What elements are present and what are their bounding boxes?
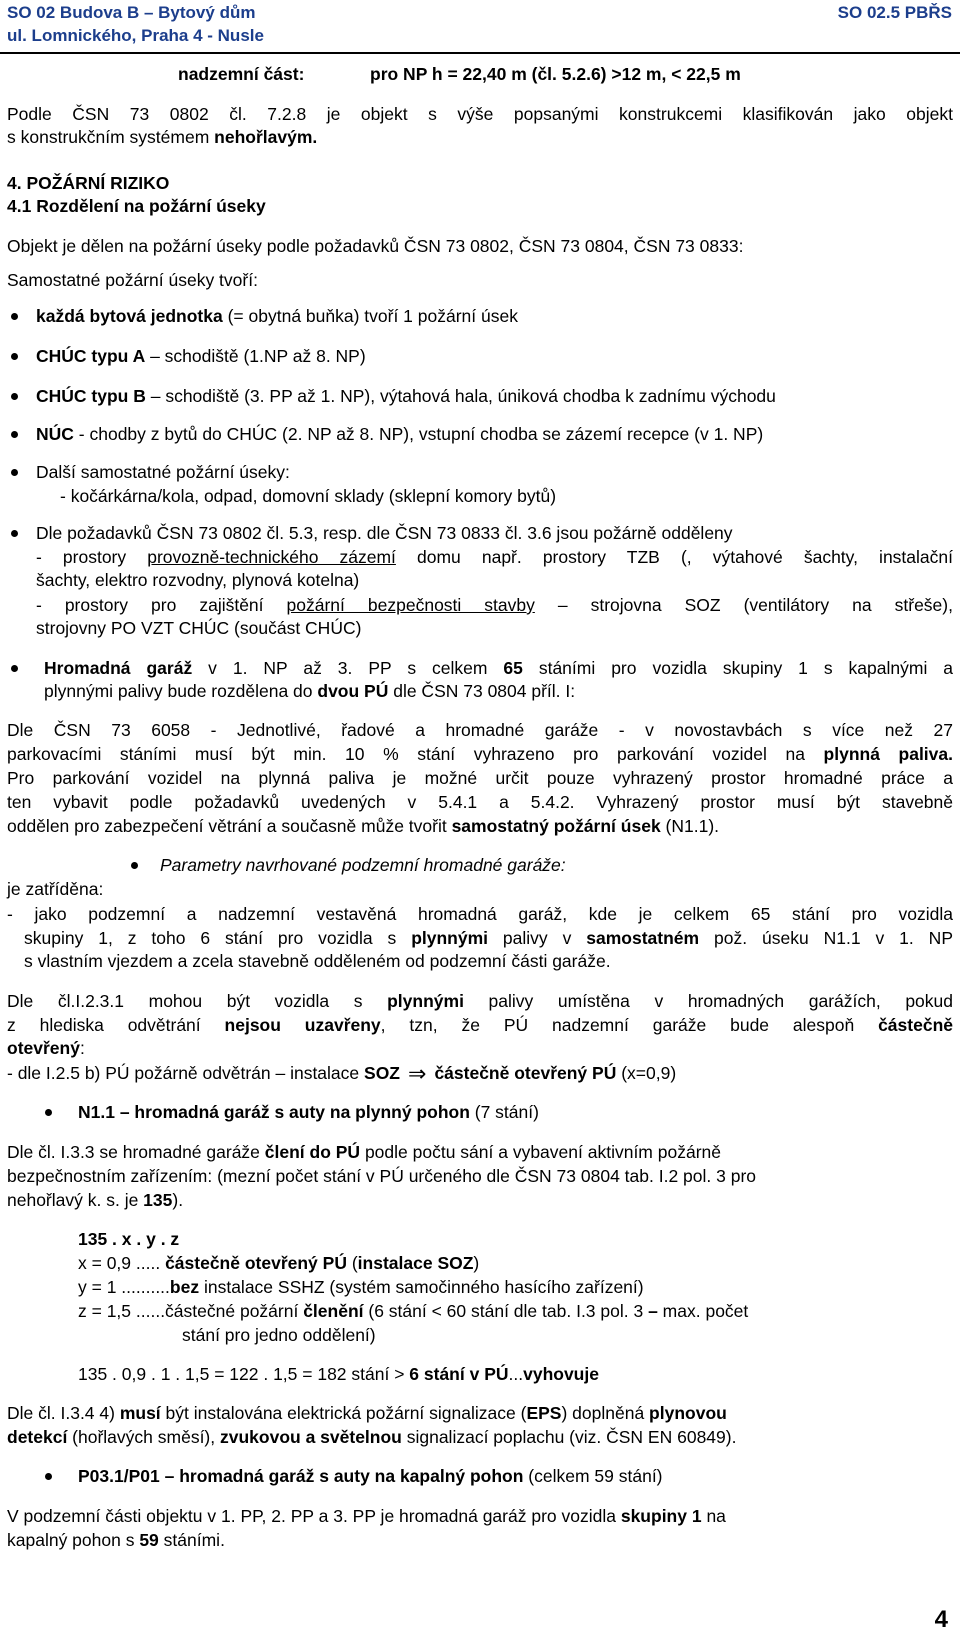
text-line: Dle čl. I.3.4 4) musí být instalována elektrická požární signalizace (EPS) doplněná plynovou	[7, 1403, 727, 1423]
text-line: parkovacími stáními musí být min. 10 % stání vyhrazeno pro parkování vozidel na plynná paliva.	[7, 744, 953, 764]
text-line: Podle ČSN 73 0802 čl. 7.2.8 je objekt s výše popsanými konstrukcemi klasifikován jako objekt	[7, 104, 953, 124]
header-code: SO 02.5 PBŘS	[837, 3, 952, 22]
bullet-icon	[11, 313, 18, 320]
bullet-icon	[131, 862, 138, 869]
page-number: 4	[934, 1606, 948, 1633]
subsection-heading: 4.1 Rozdělení na požární úseky	[7, 196, 266, 216]
list-item: každá bytová jednotka (= obytná buňka) tvoří 1 požární úsek	[36, 306, 518, 326]
text-line: Samostatné požární úseky tvoří:	[7, 270, 258, 290]
list-item: Další samostatné požární úseky:	[36, 462, 290, 482]
text-line: nehořlavý k. s. je 135).	[7, 1190, 184, 1210]
list-item-sub: šachty, elektro rozvodny, plynová kotelna)	[36, 570, 360, 590]
list-item-sub: - kočárkárna/kola, odpad, domovní sklady (sklepní komory bytů)	[60, 486, 557, 506]
bullet-icon	[11, 393, 18, 400]
text-line: pro NP h = 22,40 m (čl. 5.2.6) >12 m, < 22,5 m	[370, 64, 741, 84]
bullet-icon	[11, 469, 18, 476]
bullet-icon	[11, 665, 18, 672]
bullet-icon	[11, 431, 18, 438]
text-line: Objekt je dělen na požární úseky podle požadavků ČSN 73 0802, ČSN 73 0804, ČSN 73 0833:	[7, 236, 744, 256]
list-item-sub: plynnými palivy bude rozdělena do dvou PÚ dle ČSN 73 0804 příl. I:	[44, 681, 576, 701]
text-line: Pro parkování vozidel na plynná paliva je možné určit pouze vyhrazený prostor hromadné práce a	[7, 768, 953, 788]
text-line: V podzemní části objektu v 1. PP, 2. PP a 3. PP je hromadná garáž pro vozidla skupiny 1 na	[7, 1506, 726, 1526]
list-item-sub: strojovny PO VZT CHÚC (součást CHÚC)	[36, 618, 362, 638]
list-item: P03.1/P01 – hromadná garáž s auty na kapalný pohon (celkem 59 stání)	[78, 1466, 663, 1486]
bullet-icon	[11, 530, 18, 537]
formula-line: x = 0,9 ..... částečně otevřený PÚ (instalace SOZ)	[78, 1253, 480, 1273]
text-line: kapalný pohon s 59 stáními.	[7, 1530, 225, 1550]
list-item: Hromadná garáž v 1. NP až 3. PP s celkem 65 stáními pro vozidla skupiny 1 s kapalnými a	[44, 658, 954, 678]
formula-line: 135 . x . y . z	[78, 1229, 180, 1249]
text-line: Dle čl.I.2.3.1 mohou být vozidla s plynnými palivy umístěna v hromadných garážích, pokud	[7, 991, 953, 1011]
list-item: CHÚC typu B – schodiště (3. PP až 1. NP), výtahová hala, úniková chodba k zadnímu východu	[36, 386, 776, 406]
formula-line: stání pro jedno oddělení)	[182, 1325, 376, 1345]
text-line: otevřený:	[7, 1038, 85, 1058]
bullet-icon	[45, 1473, 52, 1480]
formula-line: y = 1 ..........bez instalace SSHZ (systém samočinného hasícího zařízení)	[78, 1277, 644, 1297]
text-line: skupiny 1, z toho 6 stání pro vozidla s plynnými palivy v samostatném pož. úseku N1.1 v 1. NP	[24, 928, 953, 948]
text-line: z hlediska odvětrání nejsou uzavřeny, tzn, že PÚ nadzemní garáže bude alespoň částečně	[7, 1015, 953, 1035]
text-line: nadzemní část:	[178, 64, 305, 84]
text-line: Dle čl. I.3.3 se hromadné garáže člení do PÚ podle počtu sání a vybavení aktivním požárně	[7, 1142, 721, 1162]
list-item-sub: - prostory pro zajištění požární bezpečnosti stavby – strojovna SOZ (ventilátory na střeše),	[36, 595, 953, 615]
text-line: bezpečnostním zařízením: (mezní počet stání v PÚ určeného dle ČSN 73 0804 tab. I.2 pol. 3 pro	[7, 1166, 757, 1186]
list-item: CHÚC typu A – schodiště (1.NP až 8. NP)	[36, 346, 366, 366]
list-item: Parametry navrhované podzemní hromadné garáže:	[160, 855, 566, 875]
formula-line: z = 1,5 ......částečné požární členění (6 stání < 60 stání dle tab. I.3 pol. 3 – max. počet	[78, 1301, 749, 1321]
text-line: ten vybavit podle požadavků uvedených v 5.4.1 a 5.4.2. Vyhrazený prostor musí být stavebně	[7, 792, 953, 812]
page-header	[0, 0, 960, 54]
implies-arrow-icon: ⇒	[408, 1061, 427, 1086]
list-item: NÚC - chodby z bytů do CHÚC (2. NP až 8. NP), vstupní chodba se zázemí recepce (v 1. NP)	[36, 424, 764, 444]
text-line: oddělen pro zabezpečení větrání a současně může tvořit samostatný požární úsek (N1.1).	[7, 816, 720, 836]
text-line: je zatříděna:	[7, 879, 104, 899]
text-line: s konstrukčním systémem nehořlavým.	[7, 127, 318, 147]
bullet-icon	[45, 1109, 52, 1116]
section-heading: 4. POŽÁRNÍ RIZIKO	[7, 173, 170, 193]
text-line: - dle I.2.5 b) PÚ požárně odvětrán – instalace SOZ ⇒ částečně otevřený PÚ (x=0,9)	[7, 1061, 677, 1086]
header-address: ul. Lomnického, Praha 4 - Nusle	[7, 26, 264, 45]
list-item: Dle požadavků ČSN 73 0802 čl. 5.3, resp. dle ČSN 73 0833 čl. 3.6 jsou požárně odděleny	[36, 523, 733, 543]
text-line: s vlastním vjezdem a zcela stavebně odděleném od podzemní části garáže.	[24, 951, 611, 971]
list-item: N1.1 – hromadná garáž s auty na plynný pohon (7 stání)	[78, 1102, 539, 1122]
list-item-sub: - prostory provozně-technického zázemí domu např. prostory TZB (, výtahové šachty, instalační	[36, 547, 953, 567]
header-title: SO 02 Budova B – Bytový dům	[7, 3, 256, 22]
text-line: detekcí (hořlavých směsí), zvukovou a světelnou signalizací poplachu (viz. ČSN EN 60849).	[7, 1427, 737, 1447]
text-line: - jako podzemní a nadzemní vestavěná hromadná garáž, kde je celkem 65 stání pro vozidla	[7, 904, 953, 924]
text-line: Dle ČSN 73 6058 - Jednotlivé, řadové a hromadné garáže - v novostavbách s více než 27	[7, 720, 953, 740]
formula-line: 135 . 0,9 . 1 . 1,5 = 122 . 1,5 = 182 stání > 6 stání v PÚ...vyhovuje	[78, 1364, 599, 1384]
bullet-icon	[11, 353, 18, 360]
